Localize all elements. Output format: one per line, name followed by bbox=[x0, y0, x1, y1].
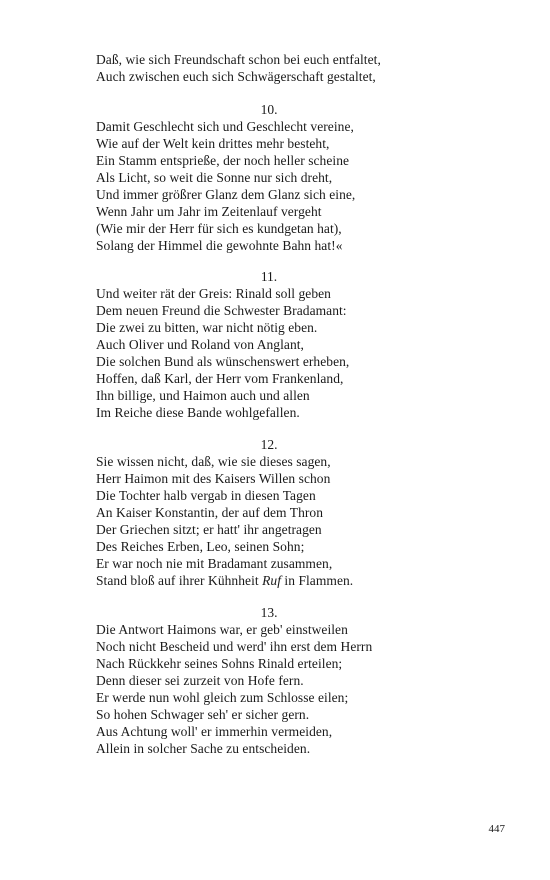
page-number: 447 bbox=[488, 823, 505, 835]
verse-line: (Wie mir der Herr für sich es kundgetan hat), bbox=[96, 221, 342, 236]
verse-line: Als Licht, so weit die Sonne nur sich dreht, bbox=[96, 170, 333, 185]
verse-line-with-italic: Stand bloß auf ihrer Kühnheit Ruf in Flammen. bbox=[96, 573, 354, 588]
verse-line: Und weiter rät der Greis: Rinald soll geben bbox=[96, 286, 331, 301]
verse-line: So hohen Schwager seh' er sicher gern. bbox=[96, 707, 310, 722]
verse-line: Wie auf der Welt kein drittes mehr besteht, bbox=[96, 136, 330, 151]
verse-line: Auch zwischen euch sich Schwägerschaft gestaltet, bbox=[96, 69, 376, 84]
verse-line: Noch nicht Bescheid und werd' ihn erst dem Herrn bbox=[96, 639, 373, 654]
verse-line: Er war noch nie mit Bradamant zusammen, bbox=[96, 556, 333, 571]
stanza-11 bbox=[96, 268, 436, 421]
verse-line: Im Reiche diese Bande wohlgefallen. bbox=[96, 405, 300, 420]
stanza-number: 10. bbox=[260, 102, 278, 117]
verse-line: Daß, wie sich Freundschaft schon bei euch entfaltet, bbox=[96, 52, 381, 67]
stanza-12 bbox=[96, 436, 436, 589]
italic-word: Ruf bbox=[262, 573, 281, 588]
verse-line: An Kaiser Konstantin, der auf dem Thron bbox=[96, 505, 324, 520]
verse-line: Auch Oliver und Roland von Anglant, bbox=[96, 337, 304, 352]
verse-line: Hoffen, daß Karl, der Herr vom Frankenland, bbox=[96, 371, 344, 386]
verse-line: Dem neuen Freund die Schwester Bradamant: bbox=[96, 303, 347, 318]
verse-line: Wenn Jahr um Jahr im Zeitenlauf vergeht bbox=[96, 204, 322, 219]
verse-line: Allein in solcher Sache zu entscheiden. bbox=[96, 741, 311, 756]
stanza-10 bbox=[96, 101, 436, 254]
verse-line: Nach Rückkehr seines Sohns Rinald erteilen; bbox=[96, 656, 343, 671]
stanza-continuation bbox=[96, 51, 436, 85]
verse-line: Aus Achtung woll' er immerhin vermeiden, bbox=[96, 724, 333, 739]
verse-line: Die solchen Bund als wünschenswert erheben, bbox=[96, 354, 350, 369]
verse-line: Ein Stamm entsprieße, der noch heller scheine bbox=[96, 153, 350, 168]
verse-line: Solang der Himmel die gewohnte Bahn hat!« bbox=[96, 238, 343, 253]
verse-line: Herr Haimon mit des Kaisers Willen schon bbox=[96, 471, 331, 486]
verse-line: Damit Geschlecht sich und Geschlecht vereine, bbox=[96, 119, 354, 134]
stanza-13 bbox=[96, 604, 436, 757]
verse-line: Des Reiches Erben, Leo, seinen Sohn; bbox=[96, 539, 305, 554]
verse-line: Er werde nun wohl gleich zum Schlosse eilen; bbox=[96, 690, 349, 705]
verse-line: Die zwei zu bitten, war nicht nötig eben. bbox=[96, 320, 318, 335]
verse-line: Die Antwort Haimons war, er geb' einstweilen bbox=[96, 622, 348, 637]
verse-line: Und immer größrer Glanz dem Glanz sich eine, bbox=[96, 187, 356, 202]
verse-line: Denn dieser sei zurzeit von Hofe fern. bbox=[96, 673, 304, 688]
verse-line: Der Griechen sitzt; er hatt' ihr angetragen bbox=[96, 522, 322, 537]
stanza-number: 11. bbox=[260, 269, 278, 284]
verse-line: Ihn billige, und Haimon auch und allen bbox=[96, 388, 310, 403]
stanza-number: 12. bbox=[260, 437, 278, 452]
verse-line: Die Tochter halb vergab in diesen Tagen bbox=[96, 488, 316, 503]
verse-line: Sie wissen nicht, daß, wie sie dieses sagen, bbox=[96, 454, 331, 469]
stanza-number: 13. bbox=[260, 605, 278, 620]
